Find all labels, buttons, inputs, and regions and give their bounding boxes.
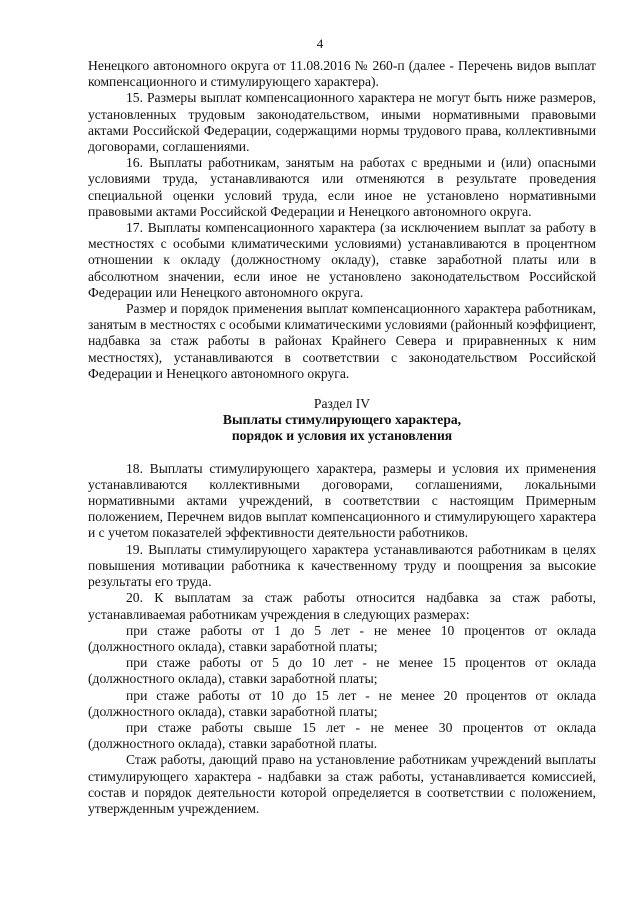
section-title-line-2: порядок и условия их установления bbox=[231, 428, 453, 444]
paragraph-18: 18. Выплаты стимулирующего характера, размеры и условия их применения устанавливаются коллективными договорами, соглашениями, локальными нормативными актами учреждений, в соответствии с настоящим Примерным положением, Перечнем видов выплат компенсационного и стимулирующего характера и с учетом показателей эффективности деятельности работников. bbox=[88, 460, 596, 541]
paragraph-17-detail: Размер и порядок применения выплат компенсационного характера работникам, занятым в местностях с особыми климатическими условиями (районный коэффициент, надбавка за стаж работы в районах Крайнего Севера и приравненных к ним местностях), устанавливаются в соответствии с законодательством Российской Федерации и Ненецкого автономного округа. bbox=[88, 301, 596, 381]
paragraph-20-item-1: при стаже работы от 1 до 5 лет - не менее 10 процентов от оклада (должностного оклада), ставки заработной платы; bbox=[88, 622, 596, 654]
section-label: Раздел IV bbox=[313, 396, 371, 412]
section-heading bbox=[88, 396, 596, 445]
paragraph-16: 16. Выплаты работникам, занятым на работах с вредными и (или) опасными условиями труда, устанавливаются или отменяются в результате проведения специальной оценки условий труда, если иное не установлено нормативными правовыми актами Российской Федерации и Ненецкого автономного округа. bbox=[88, 155, 596, 219]
section-title-line-1: Выплаты стимулирующего характера, bbox=[222, 412, 462, 428]
paragraph-19: 19. Выплаты стимулирующего характера устанавливаются работникам в целях повышения мотивации работника к качественному труду и поощрения за высокие результаты его труда. bbox=[88, 541, 596, 590]
page-number: 4 bbox=[316, 36, 324, 51]
paragraph-20-item-4: при стаже работы свыше 15 лет - не менее 30 процентов от оклада (должностного оклада), ставки заработной платы. bbox=[88, 719, 596, 752]
paragraph-15: 15. Размеры выплат компенсационного характера не могут быть ниже размеров, установленных трудовым законодательством, иными нормативными правовыми актами Российской Федерации, содержащими нормы трудового права, коллективными договорами, соглашениями. bbox=[88, 90, 596, 155]
paragraph-20-item-2: при стаже работы от 5 до 10 лет - не менее 15 процентов от оклада (должностного оклада), ставки заработной платы; bbox=[88, 655, 596, 687]
paragraph-17: 17. Выплаты компенсационного характера (за исключением выплат за работу в местностях с особыми климатическими условиями) устанавливаются в процентном отношении к окладу (должностному окладу), ставке заработной платы или в абсолютном значении, если иное не установлено законодательством Российской Федерации или Ненецкого автономного округа. bbox=[88, 220, 596, 300]
paragraph-20-item-3: при стаже работы от 10 до 15 лет - не менее 20 процентов от оклада (должностного оклада), ставки заработной платы; bbox=[88, 687, 596, 719]
paragraph-20-note: Стаж работы, дающий право на установление работникам учреждений выплаты стимулирующего характера - надбавки за стаж работы, устанавливается комиссией, состав и порядок деятельности которой определяется в соответствии с положением, утвержденным учреждением. bbox=[88, 752, 596, 816]
paragraph-20: 20. К выплатам за стаж работы относится надбавка за стаж работы, устанавливаемая работникам учреждения в следующих размерах: bbox=[88, 590, 596, 622]
paragraph-continuation: Ненецкого автономного округа от 11.08.2016 № 260-п (далее - Перечень видов выплат компенсационного и стимулирующего характера). bbox=[88, 58, 596, 90]
document-body bbox=[88, 58, 596, 817]
